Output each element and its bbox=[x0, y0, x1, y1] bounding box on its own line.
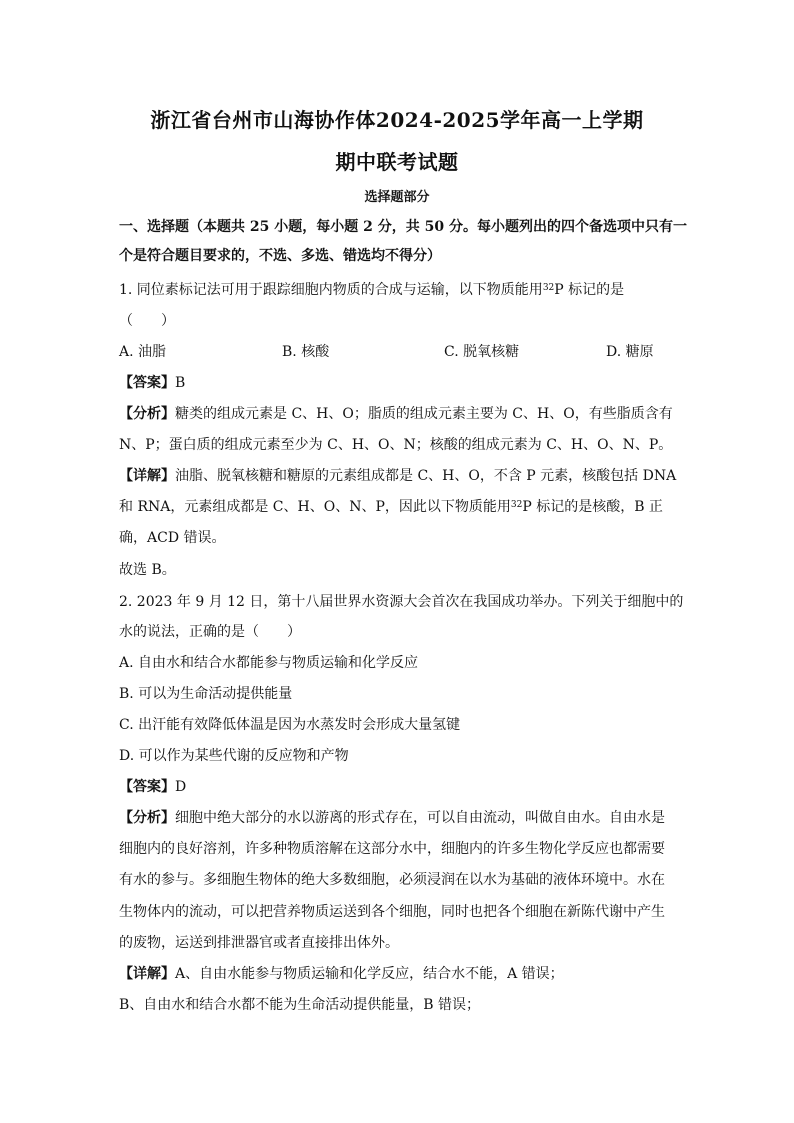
q1-detail-text1: 油脂、脱氧核糖和糖原的元素组成都是 C、H、O，不含 P 元素，核酸包括 DNA bbox=[175, 468, 677, 484]
document-title-line2: 期中联考试题 bbox=[335, 150, 459, 174]
q1-analysis-tag: 【分析】 bbox=[119, 406, 175, 422]
q2-analysis-tag: 【分析】 bbox=[119, 810, 175, 826]
q2-option-c: C. 出汗能有效降低体温是因为水蒸发时会形成大量氢键 bbox=[119, 717, 461, 733]
q1-detail-tag: 【详解】 bbox=[119, 468, 175, 484]
q2-stem-line1: 2. 2023 年 9 月 12 日，第十八届世界水资源大会首次在我国成功举办。下列关于细胞中的 bbox=[119, 594, 684, 610]
q2-detail-text1: A、自由水能参与物质运输和化学反应，结合水不能，A 错误； bbox=[175, 966, 564, 982]
q1-conclusion: 故选 B。 bbox=[119, 562, 176, 578]
q2-option-d: D. 可以作为某些代谢的反应物和产物 bbox=[119, 748, 349, 764]
q1-stem-pre: 1. 同位素标记法可用于跟踪细胞内物质的合成与运输，以下物质能用 bbox=[119, 282, 543, 298]
q2-analysis-text1: 细胞中绝大部分的水以游离的形式存在，可以自由流动，叫做自由水。自由水是 bbox=[175, 810, 665, 826]
q1-option-d: D. 糖原 bbox=[606, 344, 654, 360]
q2-analysis-line1 bbox=[119, 808, 679, 828]
q2-analysis-line2: 细胞内的良好溶剂，许多种物质溶解在这部分水中，细胞内的许多生物化学反应也都需要 bbox=[119, 841, 665, 857]
q1-option-a: A. 油脂 bbox=[119, 344, 167, 360]
q1-answer-tag: 【答案】 bbox=[119, 375, 175, 391]
instructions-line2: 个是符合题目要求的，不选、多选、错选均不得分） bbox=[119, 248, 441, 264]
q2-answer-tag: 【答案】 bbox=[119, 779, 175, 795]
q2-analysis-line5: 的废物，运送到排泄器官或者直接排出体外。 bbox=[119, 935, 399, 951]
q1-analysis-text1: 糖类的组成元素是 C、H、O；脂质的组成元素主要为 C、H、O，有些脂质含有 bbox=[175, 406, 673, 422]
q2-stem-line2: 水的说法，正确的是（ ） bbox=[119, 624, 301, 640]
q1-answer-value: B bbox=[175, 375, 186, 391]
q2-answer-value: D bbox=[175, 779, 187, 795]
document-title-line1: 浙江省台州市山海协作体2024-2025学年高一上学期 bbox=[150, 108, 644, 132]
q2-option-b: B. 可以为生命活动提供能量 bbox=[119, 686, 293, 702]
q1-analysis-line1 bbox=[119, 404, 679, 424]
q1-analysis-line2: N、P；蛋白质的组成元素至少为 C、H、O、N；核酸的组成元素为 C、H、O、N、P。 bbox=[119, 437, 673, 453]
q2-detail-line2: B、自由水和结合水都不能为生命活动提供能量，B 错误； bbox=[119, 997, 481, 1013]
q1-stem-post: P 标记的是 bbox=[554, 282, 625, 298]
q2-detail-line1 bbox=[119, 964, 679, 984]
instructions-line1: 一、选择题（本题共 25 小题，每小题 2 分，共 50 分。每小题列出的四个备选项中只有一 bbox=[119, 219, 687, 235]
q1-stem bbox=[119, 280, 679, 300]
q2-analysis-line3: 有水的参与。多细胞生物体的绝大多数细胞，必须浸润在以水为基础的液体环境中。水在 bbox=[119, 872, 665, 888]
q1-detail-superscript: 32 bbox=[510, 500, 523, 510]
q1-detail-line1 bbox=[119, 466, 679, 486]
q1-detail-text2-pre: 和 RNA，元素组成都是 C、H、O、N、P，因此以下物质能用 bbox=[119, 499, 511, 515]
q2-detail-tag: 【详解】 bbox=[119, 966, 175, 982]
q1-isotope-superscript: 32 bbox=[542, 283, 555, 293]
q1-detail-line2 bbox=[119, 497, 679, 517]
q1-answer bbox=[119, 373, 679, 393]
q1-detail-line3: 确，ACD 错误。 bbox=[119, 530, 226, 546]
q2-answer bbox=[119, 777, 679, 797]
q2-option-a: A. 自由水和结合水都能参与物质运输和化学反应 bbox=[119, 655, 419, 671]
q1-option-c: C. 脱氧核糖 bbox=[444, 344, 520, 360]
q1-paren: （ ） bbox=[119, 313, 175, 329]
q1-detail-text2-post: P 标记的是核酸，B 正 bbox=[522, 499, 663, 515]
q2-analysis-line4: 生物体内的流动，可以把营养物质运送到各个细胞，同时也把各个细胞在新陈代谢中产生 bbox=[119, 904, 665, 920]
q1-option-b: B. 核酸 bbox=[282, 344, 330, 360]
section-label: 选择题部分 bbox=[364, 190, 430, 205]
